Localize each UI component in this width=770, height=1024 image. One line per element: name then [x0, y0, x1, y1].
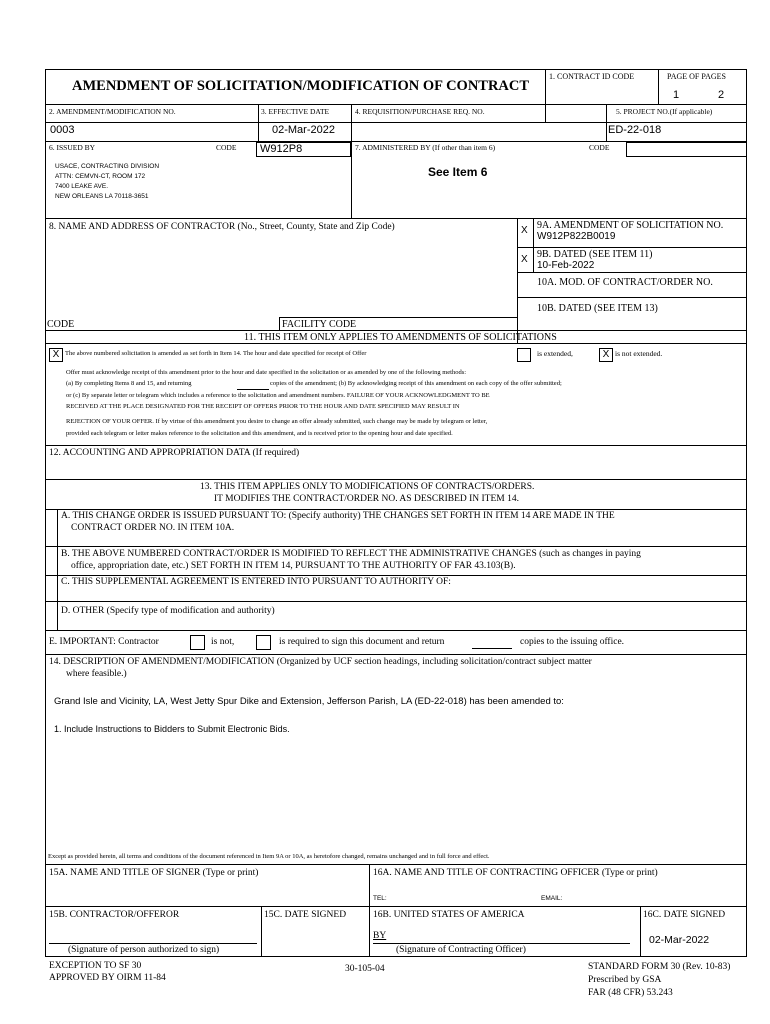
amendment-solicitation-label: 9A. AMENDMENT OF SOLICITATION NO. — [537, 220, 724, 231]
rule — [517, 297, 747, 298]
contractor-code-label: CODE — [47, 319, 75, 330]
contractor-signature-caption: (Signature of person authorized to sign) — [68, 945, 220, 955]
solicitation-amended-checkbox[interactable]: X — [49, 348, 63, 362]
rule — [45, 630, 747, 631]
block11-para: copies of the amendment; (b) By acknowledging receipt of this amendment on each copy of the offer submitted; — [270, 380, 562, 387]
block13b-text: B. THE ABOVE NUMBERED CONTRACT/ORDER IS MODIFIED TO REFLECT THE ADMINISTRATIVE CHANGES (such as changes in paying — [61, 549, 641, 559]
facility-code-label: FACILITY CODE — [282, 319, 357, 330]
block13c-text: C. THIS SUPPLEMENTAL AGREEMENT IS ENTERED INTO PURSUANT TO AUTHORITY OF: — [61, 577, 451, 587]
effective-date-label: 3. EFFECTIVE DATE — [261, 107, 330, 116]
prescribed-by-label: Prescribed by GSA — [588, 975, 662, 985]
rule — [606, 104, 607, 141]
block13b-text: office, appropriation date, etc.) SET FORTH IN ITEM 14, PURSUANT TO THE AUTHORITY OF FAR 43.103(B). — [71, 561, 516, 571]
is-not-label: is not, — [211, 637, 235, 647]
issuer-address-line: USACE, CONTRACTING DIVISION — [55, 163, 160, 170]
far-reference: FAR (48 CFR) 53.243 — [588, 988, 673, 998]
amendment-no-label: 2. AMENDMENT/MODIFICATION NO. — [49, 107, 176, 116]
rule — [533, 218, 534, 272]
administered-by-code-box — [626, 142, 747, 157]
signer-name-label: 15A. NAME AND TITLE OF SIGNER (Type or print) — [49, 868, 259, 878]
rule — [640, 906, 641, 957]
rule — [45, 906, 747, 907]
issuer-address-line: NEW ORLEANS LA 70118-3651 — [55, 193, 149, 200]
description-label: 14. DESCRIPTION OF AMENDMENT/MODIFICATION (Organized by UCF section headings, including solicitation/contract subject matter — [49, 657, 592, 667]
approval-note: APPROVED BY OIRM 11-84 — [49, 973, 166, 983]
contractor-offeror-label: 15B. CONTRACTOR/OFFEROR — [49, 910, 180, 920]
block11-para: REJECTION OF YOUR OFFER. If by virtue of this amendment you desire to change an offer already submitted, such change may be made by telegram or letter, — [66, 418, 488, 425]
standard-form-label: STANDARD FORM 30 (Rev. 10-83) — [588, 962, 731, 972]
rule — [279, 317, 517, 318]
rule — [45, 575, 747, 576]
issuer-address-line: 7400 LEAKE AVE. — [55, 183, 108, 190]
rule — [369, 864, 370, 957]
rule — [279, 317, 280, 330]
block13a-text: CONTRACT ORDER NO. IN ITEM 10A. — [71, 523, 235, 533]
issued-by-code: W912P8 — [260, 143, 303, 155]
copies-blank-line — [237, 389, 269, 390]
is-extended-label: is extended, — [537, 349, 573, 358]
rule — [45, 509, 747, 510]
amendment-solicitation-value: W912P822B0019 — [537, 231, 616, 242]
not-extended-label: is not extended. — [615, 349, 663, 358]
email-label: EMAIL: — [541, 895, 563, 902]
contractor-date-label: 15C. DATE SIGNED — [264, 910, 347, 920]
copies-label: copies to the issuing office. — [520, 637, 625, 647]
page-current: 1 — [673, 89, 680, 101]
effective-date-value: 02-Mar-2022 — [272, 124, 335, 136]
by-label: BY — [373, 931, 387, 941]
block13a-text: A. THIS CHANGE ORDER IS ISSUED PURSUANT TO: (Specify authority) THE CHANGES SET FORTH IN ITEM 14 ARE MADE IN THE — [61, 511, 615, 521]
page-total: 2 — [718, 89, 725, 101]
rule — [45, 479, 747, 480]
issued-by-label: 6. ISSUED BY — [49, 143, 96, 152]
form-title: AMENDMENT OF SOLICITATION/MODIFICATION OF CONTRACT — [72, 78, 530, 94]
is-extended-checkbox[interactable] — [517, 348, 531, 362]
copies-blank-line — [472, 648, 512, 649]
issuer-address-line: ATTN: CEMVN-CT, ROOM 172 — [55, 173, 146, 180]
issued-by-code-label: CODE — [216, 143, 237, 152]
dated-10b-label: 10B. DATED (SEE ITEM 13) — [537, 303, 658, 314]
rule — [45, 330, 747, 331]
rule — [517, 247, 747, 248]
block11-para: (a) By completing Items 8 and 15, and returning — [66, 380, 192, 387]
block13-header: 13. THIS ITEM APPLIES ONLY TO MODIFICATIONS OF CONTRACTS/ORDERS. — [200, 482, 535, 492]
officer-signature-caption: (Signature of Contracting Officer) — [396, 945, 526, 955]
rule — [517, 272, 747, 273]
rule — [45, 218, 747, 219]
rule — [45, 445, 747, 446]
united-states-label: 16B. UNITED STATES OF AMERICA — [373, 910, 525, 920]
rule — [351, 104, 352, 218]
rule — [57, 509, 58, 630]
signature-line — [49, 943, 257, 944]
project-no-label: 5. PROJECT NO.(If applicable) — [616, 107, 713, 116]
block11-para: provided each telegram or letter makes reference to the solicitation and this amendment, and is received prior to the opening hour and date specified. — [66, 430, 453, 437]
rule — [261, 906, 262, 957]
officer-date-label: 16C. DATE SIGNED — [643, 910, 726, 920]
terms-unchanged-text: Except as provided herein, all terms and conditions of the document referenced in Item 9A or 10A, as heretofore changed, remains unchanged and in full force and effect. — [48, 853, 490, 860]
block11-line1: The above numbered solicitation is amended as set forth in Item 14. The hour and date specified for receipt of Offer — [65, 350, 367, 357]
rule — [517, 218, 518, 343]
description-text: Grand Isle and Vicinity, LA, West Jetty Spur Dike and Extension, Jefferson Parish, LA (ED-22-018) has been amended to: — [54, 696, 564, 707]
officer-date-value: 02-Mar-2022 — [649, 934, 710, 946]
dated-9b-label: 9B. DATED (SEE ITEM 11) — [537, 249, 653, 260]
rule — [545, 69, 546, 122]
project-no-value: ED-22-018 — [608, 124, 662, 136]
contract-id-code-label: 1. CONTRACT ID CODE — [549, 72, 635, 81]
requisition-label: 4. REQUISITION/PURCHASE REQ. NO. — [355, 107, 485, 116]
page-of-pages-label: PAGE OF PAGES — [667, 72, 726, 81]
description-label: where feasible.) — [66, 669, 127, 679]
rule — [45, 122, 747, 123]
block13-header: IT MODIFIES THE CONTRACT/ORDER NO. AS DESCRIBED IN ITEM 14. — [214, 494, 519, 504]
contractor-is-required-checkbox[interactable] — [256, 635, 271, 650]
block13d-text: D. OTHER (Specify type of modification and authority) — [61, 606, 275, 616]
amendment-no-value: 0003 — [50, 124, 75, 136]
rule — [658, 69, 659, 104]
signature-line — [373, 943, 630, 944]
is-required-label: is required to sign this document and return — [279, 637, 445, 647]
contractor-name-label: 8. NAME AND ADDRESS OF CONTRACTOR (No., Street, County, State and Zip Code) — [49, 222, 395, 232]
rule — [45, 654, 747, 655]
contracting-officer-name-label: 16A. NAME AND TITLE OF CONTRACTING OFFICER (Type or print) — [373, 868, 658, 878]
rule — [258, 104, 259, 141]
contractor-is-not-checkbox[interactable] — [190, 635, 205, 650]
amendment-solicitation-check: X — [521, 225, 528, 236]
administered-by-value: See Item 6 — [428, 165, 488, 179]
rule — [45, 601, 747, 602]
administered-by-code-label: CODE — [589, 143, 610, 152]
block11-para: RECEIVED AT THE PLACE DESIGNATED FOR THE RECEIPT OF OFFERS PRIOR TO THE HOUR AND DATE SPECIFIED MAY RESULT IN — [66, 403, 460, 410]
rule — [45, 864, 747, 865]
administered-by-label: 7. ADMINISTERED BY (If other than item 6) — [355, 143, 496, 152]
block11-header: 11. THIS ITEM ONLY APPLIES TO AMENDMENTS OF SOLICITATIONS — [244, 332, 557, 343]
dated-9b-check: X — [521, 254, 528, 265]
tel-label: TEL: — [373, 895, 387, 902]
rule — [45, 546, 747, 547]
form-control-number: 30-105-04 — [345, 964, 385, 974]
description-text: 1. Include Instructions to Bidders to Submit Electronic Bids. — [54, 724, 290, 734]
rule — [45, 104, 747, 105]
not-extended-checkbox[interactable]: X — [599, 348, 613, 362]
block11-para: or (c) By separate letter or telegram which includes a reference to the solicitation and amendment numbers. FAILURE OF YOUR ACKNOWLEDGMENT TO BE — [66, 392, 490, 399]
block11-para: Offer must acknowledge receipt of this amendment prior to the hour and date specified in the solicitation or as amended by one of the following methods: — [66, 369, 467, 376]
dated-9b-value: 10-Feb-2022 — [537, 260, 595, 271]
important-label: E. IMPORTANT: Contractor — [49, 637, 159, 647]
accounting-data-label: 12. ACCOUNTING AND APPROPRIATION DATA (If required) — [49, 448, 300, 458]
mod-contract-order-label: 10A. MOD. OF CONTRACT/ORDER NO. — [537, 277, 713, 288]
exception-note: EXCEPTION TO SF 30 — [49, 961, 142, 971]
